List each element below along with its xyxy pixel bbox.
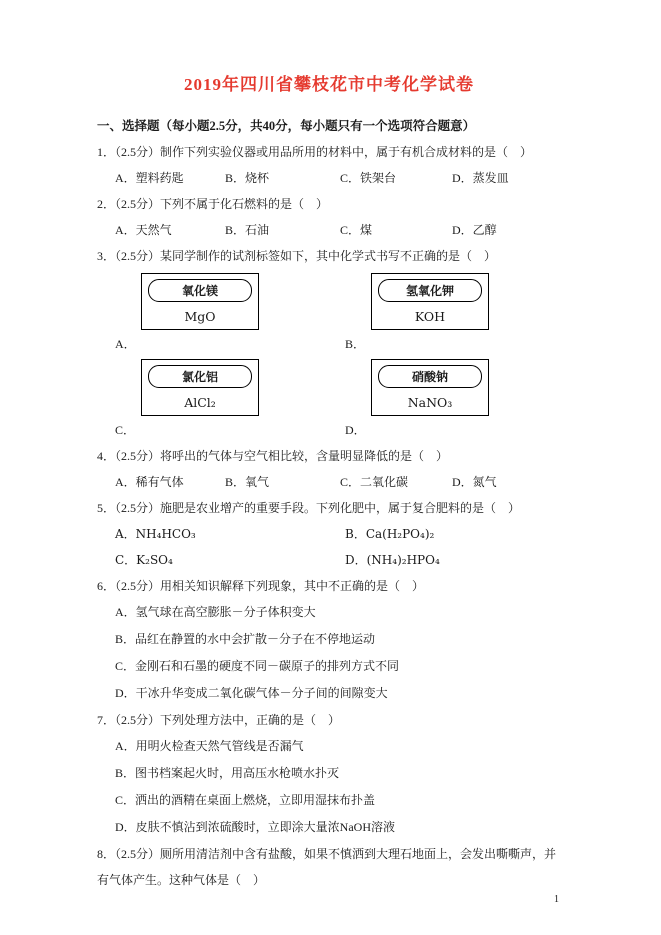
reagent-label-box (371, 359, 489, 416)
reagent-formula: KOH (414, 309, 446, 324)
reagent-label-a (115, 273, 345, 355)
question-stem: 1．（2.5分）制作下列实验仪器或用品所用的材料中，属于有机合成材料的是（ ） (97, 145, 533, 159)
options-row (97, 217, 561, 243)
option: C．金刚石和石墨的硬度不同－碳原子的排列方式不同 (115, 659, 400, 673)
option: D．乙醇 (452, 223, 497, 237)
reagent-label-b (345, 273, 561, 355)
option-letter: D． (345, 423, 366, 437)
options-row (97, 547, 561, 573)
question-4 (97, 443, 561, 495)
question-stem: 3．（2.5分）某同学制作的试剂标签如下，其中化学式书写不正确的是（ ） (97, 249, 497, 263)
option: C．煤 (340, 223, 373, 237)
option: C．铁架台 (340, 171, 397, 185)
reagent-label-box (141, 359, 259, 416)
reagent-name: 氯化铝 (148, 365, 252, 388)
options-row (97, 469, 561, 495)
option: A．天然气 (115, 223, 172, 237)
question-stem: 7．（2.5分）下列处理方法中，正确的是（ ） (97, 713, 341, 727)
question-7 (97, 707, 561, 841)
option: D．氮气 (452, 475, 497, 489)
option: B．氧气 (225, 475, 270, 489)
option: D．干冰升华变成二氧化碳气体－分子间的间隙变大 (115, 686, 388, 700)
option: A．用明火检查天然气管线是否漏气 (115, 739, 304, 753)
question-1 (97, 139, 561, 191)
question-6 (97, 573, 561, 707)
reagent-label-d (345, 359, 561, 441)
section-heading: 一、选择题（每小题2.5分，共40分，每小题只有一个选项符合题意） (97, 119, 476, 133)
page-number: 1 (554, 894, 559, 905)
question-stem: 2．（2.5分）下列不属于化石燃料的是（ ） (97, 197, 329, 211)
question-5 (97, 495, 561, 573)
reagent-labels-grid (97, 273, 561, 441)
option-letter: B． (345, 337, 366, 351)
question-2 (97, 191, 561, 243)
reagent-label-box (371, 273, 489, 330)
option: C．二氧化碳 (340, 475, 409, 489)
option: B．品红在静置的水中会扩散－分子在不停地运动 (115, 632, 376, 646)
option: B．烧杯 (225, 171, 270, 185)
reagent-label-c (115, 359, 345, 441)
option: A．NH₄HCO₃ (115, 527, 196, 541)
reagent-formula: MgO (184, 309, 216, 324)
question-stem: 8．（2.5分）厕所用清洁剂中含有盐酸，如果不慎洒到大理石地面上，会发出嘶嘶声，并有气体产生。这种气体是（ ） (97, 847, 557, 887)
reagent-name: 硝酸钠 (378, 365, 482, 388)
option: B．石油 (225, 223, 270, 237)
option: B．Ca(H₂PO₄)₂ (345, 527, 435, 541)
page-title: 2019年四川省攀枝花市中考化学试卷 (184, 75, 474, 94)
option: D．(NH₄)₂HPO₄ (345, 553, 440, 567)
option: B．图书档案起火时，用高压水枪喷水扑灭 (115, 766, 340, 780)
question-8 (97, 841, 561, 893)
question-stem: 6．（2.5分）用相关知识解释下列现象，其中不正确的是（ ） (97, 579, 425, 593)
options-row (97, 521, 561, 547)
question-3 (97, 243, 561, 441)
option-letter: A． (115, 337, 136, 351)
option: C．洒出的酒精在桌面上燃烧，立即用湿抹布扑盖 (115, 793, 376, 807)
option: A．塑料药匙 (115, 171, 184, 185)
reagent-formula: AlCl₂ (184, 395, 216, 410)
question-stem: 5．（2.5分）施肥是农业增产的重要手段。下列化肥中，属于复合肥料的是（ ） (97, 501, 521, 515)
reagent-formula: NaNO₃ (407, 395, 453, 410)
option: D．蒸发皿 (452, 171, 509, 185)
option-letter: C． (115, 423, 136, 437)
option: C．K₂SO₄ (115, 553, 173, 567)
reagent-label-box (141, 273, 259, 330)
question-stem: 4．（2.5分）将呼出的气体与空气相比较，含量明显降低的是（ ） (97, 449, 449, 463)
option: A．稀有气体 (115, 475, 184, 489)
option: D．皮肤不慎沾到浓硫酸时，立即涂大量浓NaOH溶液 (115, 820, 395, 834)
reagent-name: 氧化镁 (148, 279, 252, 302)
reagent-name: 氢氧化钾 (378, 279, 482, 302)
option: A．氢气球在高空膨胀－分子体积变大 (115, 605, 316, 619)
options-row (97, 165, 561, 191)
exam-page-content (97, 70, 561, 893)
